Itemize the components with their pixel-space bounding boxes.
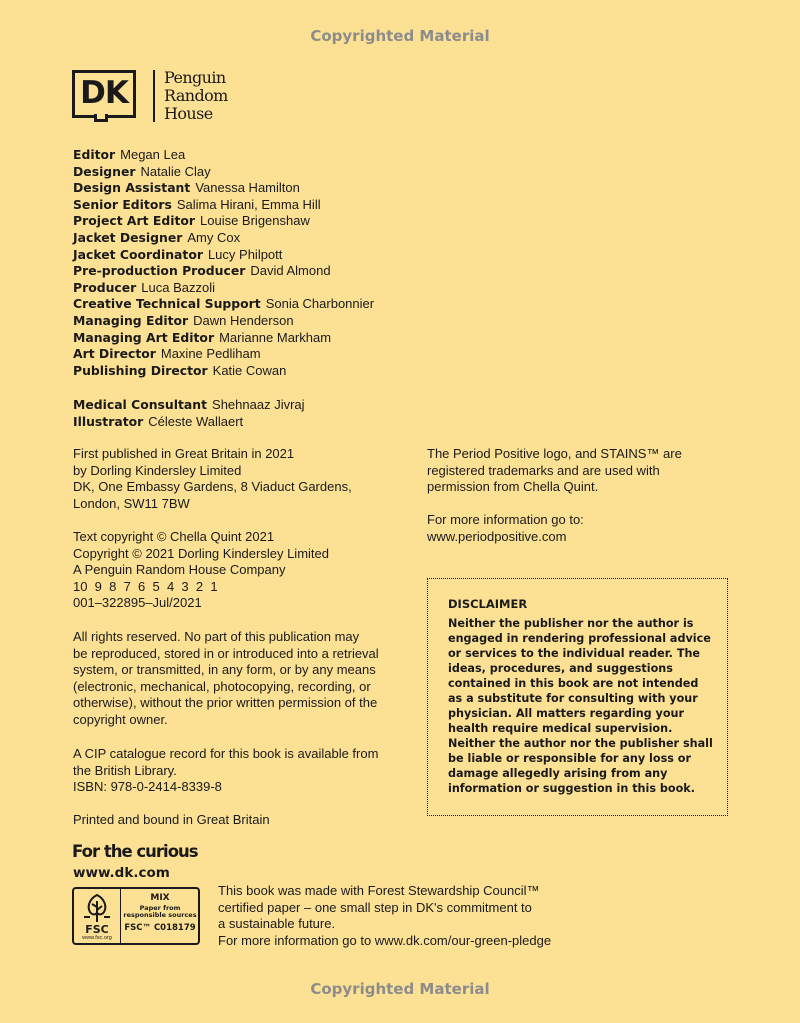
fsc-label: FSC	[85, 923, 109, 936]
fsc-note-line: a sustainable future.	[218, 916, 336, 932]
wordmark-line: House	[164, 104, 213, 123]
publication-line: London, SW11 7BW	[73, 495, 190, 511]
rights-line: (electronic, mechanical, photocopying, recording, or	[73, 678, 371, 694]
dk-website-link[interactable]: www.dk.com	[73, 865, 170, 881]
fsc-code: FSC™ C018179	[124, 923, 196, 933]
fsc-logo-right	[122, 893, 198, 933]
copyright-line: Copyright © 2021 Dorling Kindersley Limited	[73, 545, 329, 561]
trademark-line: The Period Positive logo, and STAINS™ are	[427, 446, 682, 461]
credit-role: Producer	[73, 279, 137, 295]
rights-line: copyright owner.	[73, 711, 168, 727]
green-pledge-line: For more information go to www.dk.com/our-green-pledge	[218, 932, 552, 948]
credit-name: Sonia Charbonnier	[265, 296, 375, 312]
credit-name: Lucy Philpott	[207, 246, 283, 262]
disclaimer-line: physician. All matters regarding your	[448, 707, 685, 720]
credit-role: Jacket Designer	[73, 229, 183, 245]
credit-name: Marianne Markham	[219, 329, 332, 345]
credit-row	[73, 247, 374, 264]
disclaimer-line: Neither the author nor the publisher shall	[448, 737, 713, 750]
cip-line: A CIP catalogue record for this book is available from	[73, 746, 379, 761]
wordmark-line: Penguin	[164, 68, 226, 87]
disclaimer-line: ideas, procedures, and suggestions	[448, 662, 673, 675]
credit-role: Jacket Coordinator	[73, 246, 203, 262]
disclaimer-line: be liable or responsible for any loss or	[448, 752, 691, 765]
credit-role: Project Art Editor	[73, 213, 196, 229]
credit-row	[73, 280, 374, 297]
more-info-line: For more information go to:	[427, 512, 584, 527]
credit-role: Senior Editors	[73, 196, 172, 212]
credit-row	[73, 147, 374, 164]
credit-row	[73, 230, 374, 247]
print-line-numbers: 10 9 8 7 6 5 4 3 2 1	[73, 578, 218, 594]
trademark-notice	[427, 446, 682, 496]
credit-row	[73, 263, 374, 280]
logo-divider	[153, 70, 155, 122]
dk-logo	[72, 70, 136, 118]
wordmark-line: Random	[164, 86, 228, 105]
credit-row	[73, 330, 374, 347]
credit-name: Katie Cowan	[212, 362, 287, 378]
trademark-line: registered trademarks and are used with	[427, 462, 660, 478]
credit-row	[73, 180, 374, 197]
rights-notice	[73, 629, 379, 729]
credit-name: Amy Cox	[187, 229, 241, 245]
fsc-mix-logo	[72, 887, 200, 945]
credit-name: Shehnaaz Jivraj	[212, 397, 305, 412]
credit-row	[73, 213, 374, 230]
publication-line: by Dorling Kindersley Limited	[73, 462, 242, 478]
cip-line: the British Library.	[73, 762, 177, 778]
disclaimer-line: as a substitute for consulting with your	[448, 692, 698, 705]
fsc-url: www.fsc.org	[82, 935, 112, 941]
more-info	[427, 512, 584, 545]
watermark-bottom: Copyrighted Material	[310, 980, 490, 998]
copyright-line: 001–322895–Jul/2021	[73, 595, 202, 611]
disclaimer-line: health require medical supervision.	[448, 722, 673, 735]
printed-line: Printed and bound in Great Britain	[73, 812, 270, 827]
fsc-note-line: This book was made with Forest Stewardship Council™	[218, 883, 540, 898]
credit-name: Dawn Henderson	[193, 312, 294, 328]
credit-name: Louise Brigenshaw	[200, 213, 310, 229]
penguin-random-house-wordmark	[164, 69, 228, 123]
credit-name: Céleste Wallaert	[148, 413, 244, 429]
fsc-paper	[122, 905, 198, 919]
credit-row	[73, 397, 305, 414]
publication-info	[73, 446, 352, 512]
fsc-paper-line: responsible sources	[123, 911, 197, 919]
credit-role: Illustrator	[73, 413, 144, 429]
trademark-line: permission from Chella Quint.	[427, 479, 599, 495]
credit-name: David Almond	[250, 263, 331, 279]
credit-role: Editor	[73, 147, 116, 162]
credit-name: Vanessa Hamilton	[195, 180, 300, 196]
publisher-logo	[72, 70, 252, 125]
printed-info	[73, 812, 270, 829]
credit-role: Pre-production Producer	[73, 263, 246, 279]
disclaimer-line: information or suggestion in this book.	[448, 782, 695, 795]
copyright-line: Text copyright © Chella Quint 2021	[73, 529, 275, 544]
credit-role: Design Assistant	[73, 180, 191, 196]
fsc-mix: MIX	[150, 893, 170, 903]
disclaimer-line: Neither the publisher nor the author is	[448, 617, 694, 630]
credit-row	[73, 313, 374, 330]
cip-record	[73, 746, 378, 796]
isbn: ISBN: 978-0-2414-8339-8	[73, 779, 222, 795]
credit-role: Managing Art Editor	[73, 329, 215, 345]
tagline: For the curious	[72, 842, 198, 861]
rights-line: All rights reserved. No part of this publication may	[73, 629, 360, 644]
credit-row	[73, 414, 305, 431]
credit-name: Maxine Pedliham	[160, 346, 261, 362]
credit-row	[73, 197, 374, 214]
disclaimer-line: or services to the individual reader. The	[448, 647, 701, 660]
watermark-top: Copyrighted Material	[310, 27, 490, 45]
credit-name: Salima Hirani, Emma Hill	[176, 196, 321, 212]
credit-role: Medical Consultant	[73, 397, 208, 412]
rights-line: system, or transmitted, in any form, or by any means	[73, 662, 376, 678]
disclaimer-line: contained in this book are not intended	[448, 677, 699, 690]
credit-row	[73, 346, 374, 363]
credit-name: Natalie Clay	[140, 163, 211, 179]
credit-name: Luca Bazzoli	[141, 279, 215, 295]
credit-row	[73, 164, 374, 181]
disclaimer-line: damage allegedly arising from any	[448, 767, 668, 780]
credit-name: Megan Lea	[120, 147, 186, 162]
publication-line: First published in Great Britain in 2021	[73, 446, 295, 461]
fsc-note	[218, 883, 551, 949]
disclaimer-title: DISCLAIMER	[448, 597, 528, 611]
fsc-paper-line: Paper from	[139, 904, 181, 912]
period-positive-link[interactable]: www.periodpositive.com	[427, 528, 567, 544]
fsc-note-line: certified paper – one small step in DK's commitment to	[218, 899, 532, 915]
rights-line: be reproduced, stored in or introduced into a retrieval	[73, 645, 379, 661]
credit-role: Creative Technical Support	[73, 296, 261, 312]
credits-list	[73, 147, 374, 379]
disclaimer-body	[448, 616, 727, 796]
credit-role: Art Director	[73, 346, 156, 362]
dk-logo-tab	[94, 114, 108, 122]
credit-role: Managing Editor	[73, 312, 189, 328]
credit-role: Publishing Director	[73, 362, 208, 378]
credit-row	[73, 363, 374, 380]
rights-line: otherwise), without the prior written permission of the	[73, 695, 378, 711]
credit-role: Designer	[73, 163, 136, 179]
consultant-credits	[73, 397, 305, 430]
fsc-tree-icon	[80, 893, 114, 923]
fsc-logo-left	[74, 889, 121, 943]
disclaimer-line: engaged in rendering professional advice	[448, 632, 711, 645]
publication-line: DK, One Embassy Gardens, 8 Viaduct Gardens,	[73, 479, 352, 495]
credit-row	[73, 296, 374, 313]
disclaimer-box	[427, 578, 728, 816]
copyright-line: A Penguin Random House Company	[73, 562, 286, 578]
copyright-info	[73, 529, 329, 612]
dk-logo-text: DK	[80, 75, 128, 111]
